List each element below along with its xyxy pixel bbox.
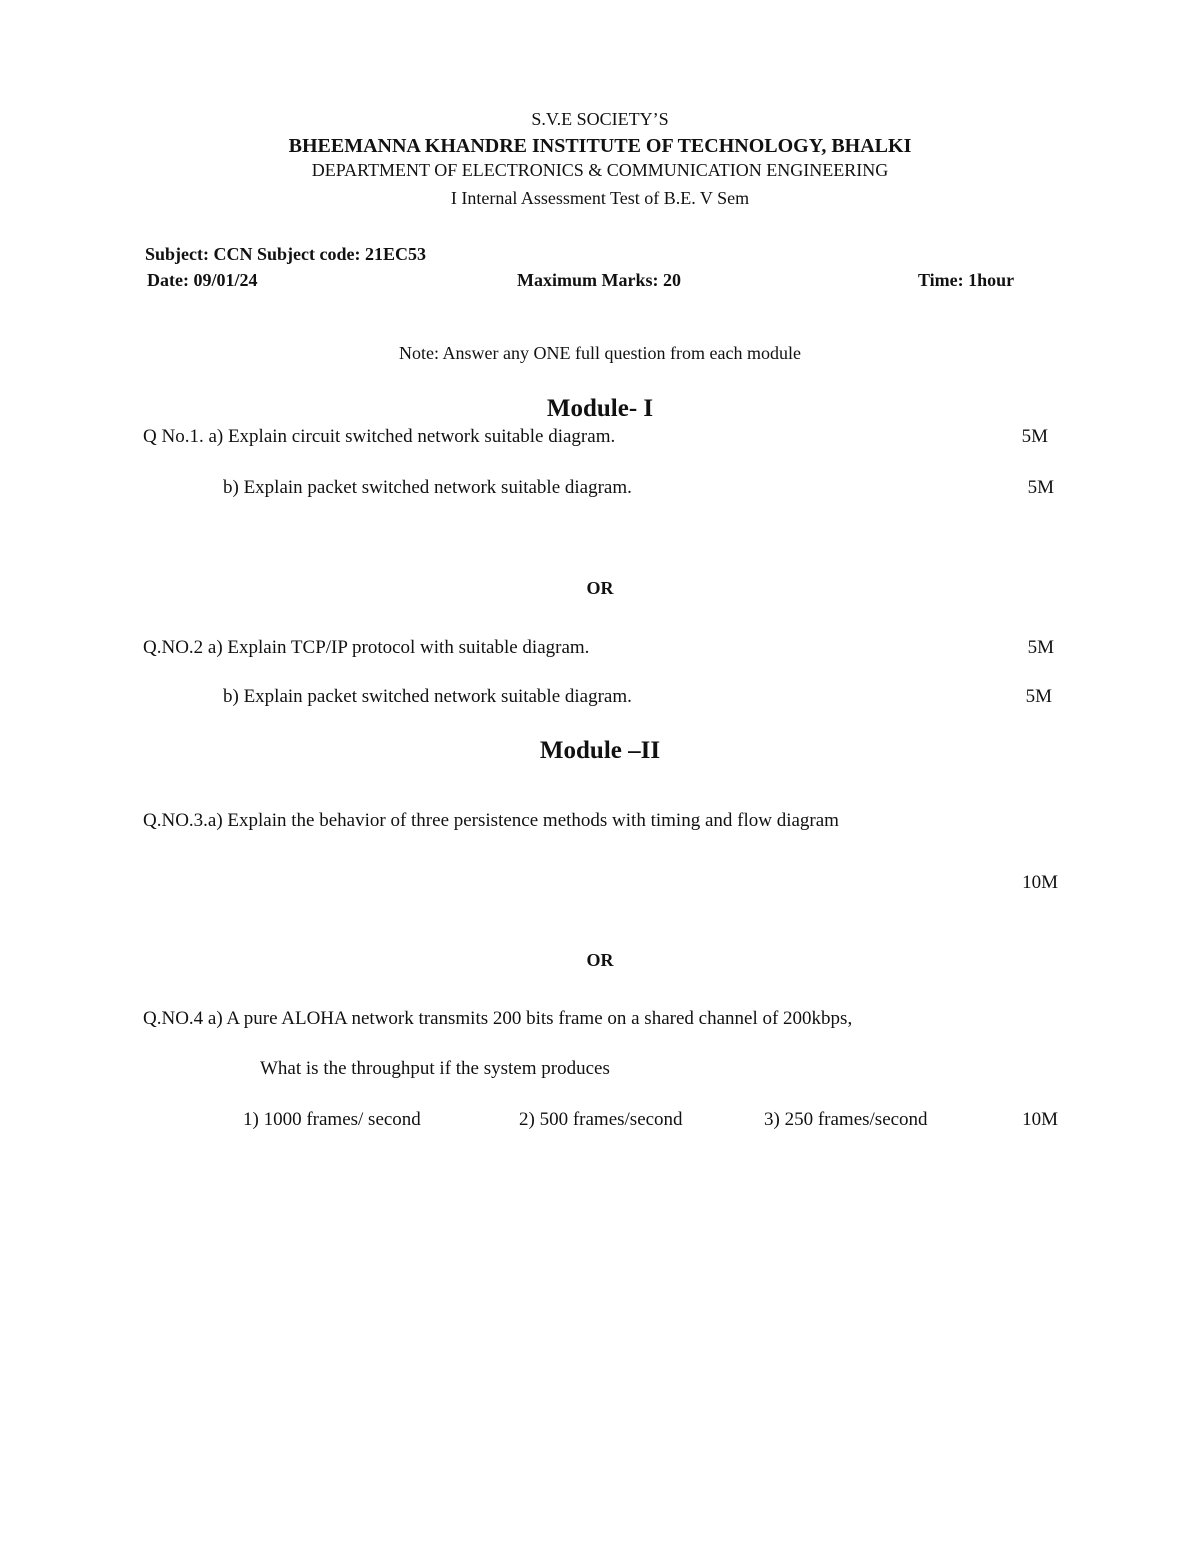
question-1a-marks: 5M: [1021, 426, 1048, 447]
question-1a: Q No.1. a) Explain circuit switched network suitable diagram.: [143, 426, 616, 447]
question-4a-option-3: 3) 250 frames/second: [764, 1109, 928, 1130]
question-2b-marks: 5M: [1025, 686, 1052, 707]
module-2-title: Module –II: [539, 737, 661, 764]
question-3a-marks: 10M: [1022, 872, 1058, 893]
or-separator-1: OR: [586, 578, 614, 598]
question-2a: Q.NO.2 a) Explain TCP/IP protocol with suitable diagram.: [143, 637, 590, 658]
question-4a-line2: What is the throughput if the system produces: [260, 1058, 610, 1079]
question-4a-option-1: 1) 1000 frames/ second: [243, 1109, 421, 1130]
department-name: DEPARTMENT OF ELECTRONICS & COMMUNICATION ENGINEERING: [311, 160, 889, 180]
test-title: I Internal Assessment Test of B.E. V Sem: [450, 188, 750, 208]
question-3a: Q.NO.3.a) Explain the behavior of three persistence methods with timing and flow diagram: [143, 810, 839, 831]
time-limit: Time: 1hour: [918, 270, 1015, 290]
instructions-note: Note: Answer any ONE full question from each module: [399, 343, 801, 363]
question-4a-option-2: 2) 500 frames/second: [519, 1109, 683, 1130]
question-2a-marks: 5M: [1027, 637, 1054, 658]
institute-name: BHEEMANNA KHANDRE INSTITUTE OF TECHNOLOGY, BHALKI: [288, 135, 912, 157]
question-1b: b) Explain packet switched network suitable diagram.: [223, 477, 632, 498]
question-4a-marks: 10M: [1022, 1109, 1058, 1130]
society-name: S.V.E SOCIETY’S: [531, 109, 669, 129]
date-line: Date: 09/01/24: [147, 270, 258, 290]
question-1b-marks: 5M: [1027, 477, 1054, 498]
module-1-title: Module- I: [546, 395, 654, 422]
question-4a: Q.NO.4 a) A pure ALOHA network transmits 200 bits frame on a shared channel of 200kbps,: [143, 1008, 853, 1029]
subject-line: Subject: CCN Subject code: 21EC53: [145, 244, 426, 264]
max-marks: Maximum Marks: 20: [517, 270, 681, 290]
question-2b: b) Explain packet switched network suitable diagram.: [223, 686, 632, 707]
or-separator-2: OR: [586, 950, 614, 970]
